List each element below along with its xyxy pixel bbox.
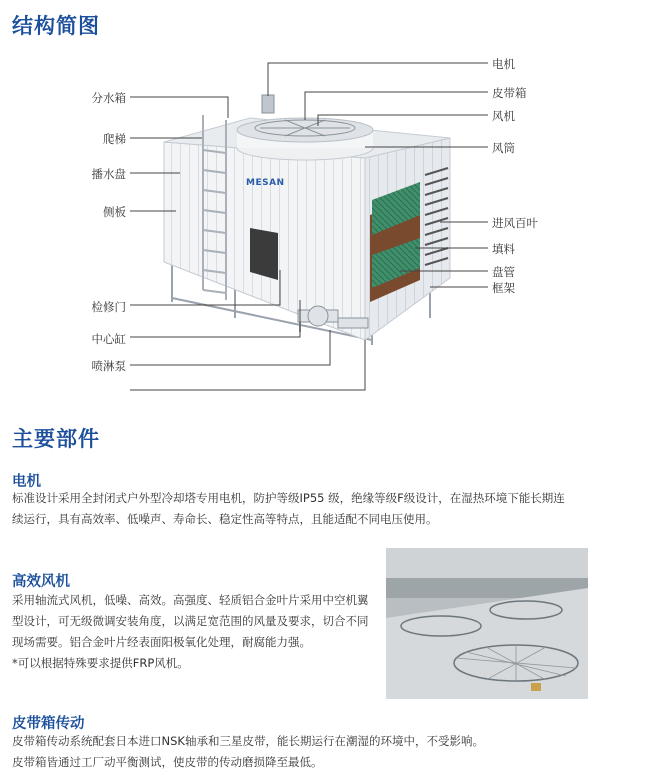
label-motor: 电机 — [492, 57, 515, 71]
label-access-door: 检修门 — [91, 300, 126, 314]
fan-photo — [386, 548, 588, 699]
heading-belt-drive: 皮带箱传动 — [12, 716, 85, 732]
motor-description — [12, 488, 652, 530]
motor-line-2: 续运行，具有高效率、低噪声、寿命长、稳定性高等特点，且能适配不同电压使用。 — [12, 512, 438, 526]
label-fan-stack: 风筒 — [492, 141, 515, 155]
label-spray-pan: 播水盘 — [91, 167, 126, 181]
label-coil: 盘管 — [492, 265, 515, 279]
belt-line-1: 皮带箱传动系统配套日本进口NSK轴承和三星皮带，能长期运行在潮湿的环境中，不受影响。 — [12, 734, 484, 748]
heading-motor: 电机 — [12, 474, 41, 490]
fan-line-3: 现场需要。铝合金叶片经表面阳极氧化处理，耐腐能力强。 — [12, 635, 311, 649]
label-side-panel: 侧板 — [103, 205, 126, 219]
fan-line-1: 采用轴流式风机，低噪、高效。高强度、轻质铝合金叶片采用中空机翼 — [12, 593, 369, 607]
belt-drive-description — [12, 731, 652, 773]
fan-line-4: *可以根据特殊要求提供FRP风机。 — [12, 656, 189, 670]
cooling-tower-diagram — [0, 40, 658, 400]
label-fan: 风机 — [492, 109, 515, 123]
fan-line-2: 型设计，可无级微调安装角度，以满足宽范围的风量及要求，切合不同 — [12, 614, 369, 628]
section-title-components: 主要部件 — [12, 427, 100, 451]
label-spray-pump: 喷淋泵 — [91, 359, 126, 373]
label-water-distribution-box: 分水箱 — [91, 91, 126, 105]
section-title-structure: 结构简图 — [12, 14, 100, 38]
belt-line-2: 皮带箱皆通过工厂动平衡测试，使皮带的传动磨损降至最低。 — [12, 755, 323, 769]
label-center-tank: 中心缸 — [91, 332, 126, 346]
label-belt-box: 皮带箱 — [492, 86, 527, 100]
label-fill: 填料 — [492, 242, 515, 256]
label-frame: 框架 — [492, 281, 515, 295]
brand-logo: MESAN — [246, 178, 285, 188]
motor-line-1: 标准设计采用全封闭式户外型冷却塔专用电机，防护等级IP55 级，绝缘等级F级设计，在湿热环境下能长期连 — [12, 491, 565, 505]
label-inlet-louver: 进风百叶 — [492, 216, 538, 230]
leader-lines — [0, 40, 658, 400]
fan-description — [12, 590, 382, 674]
label-ladder: 爬梯 — [103, 132, 126, 146]
heading-fan: 高效风机 — [12, 574, 70, 590]
